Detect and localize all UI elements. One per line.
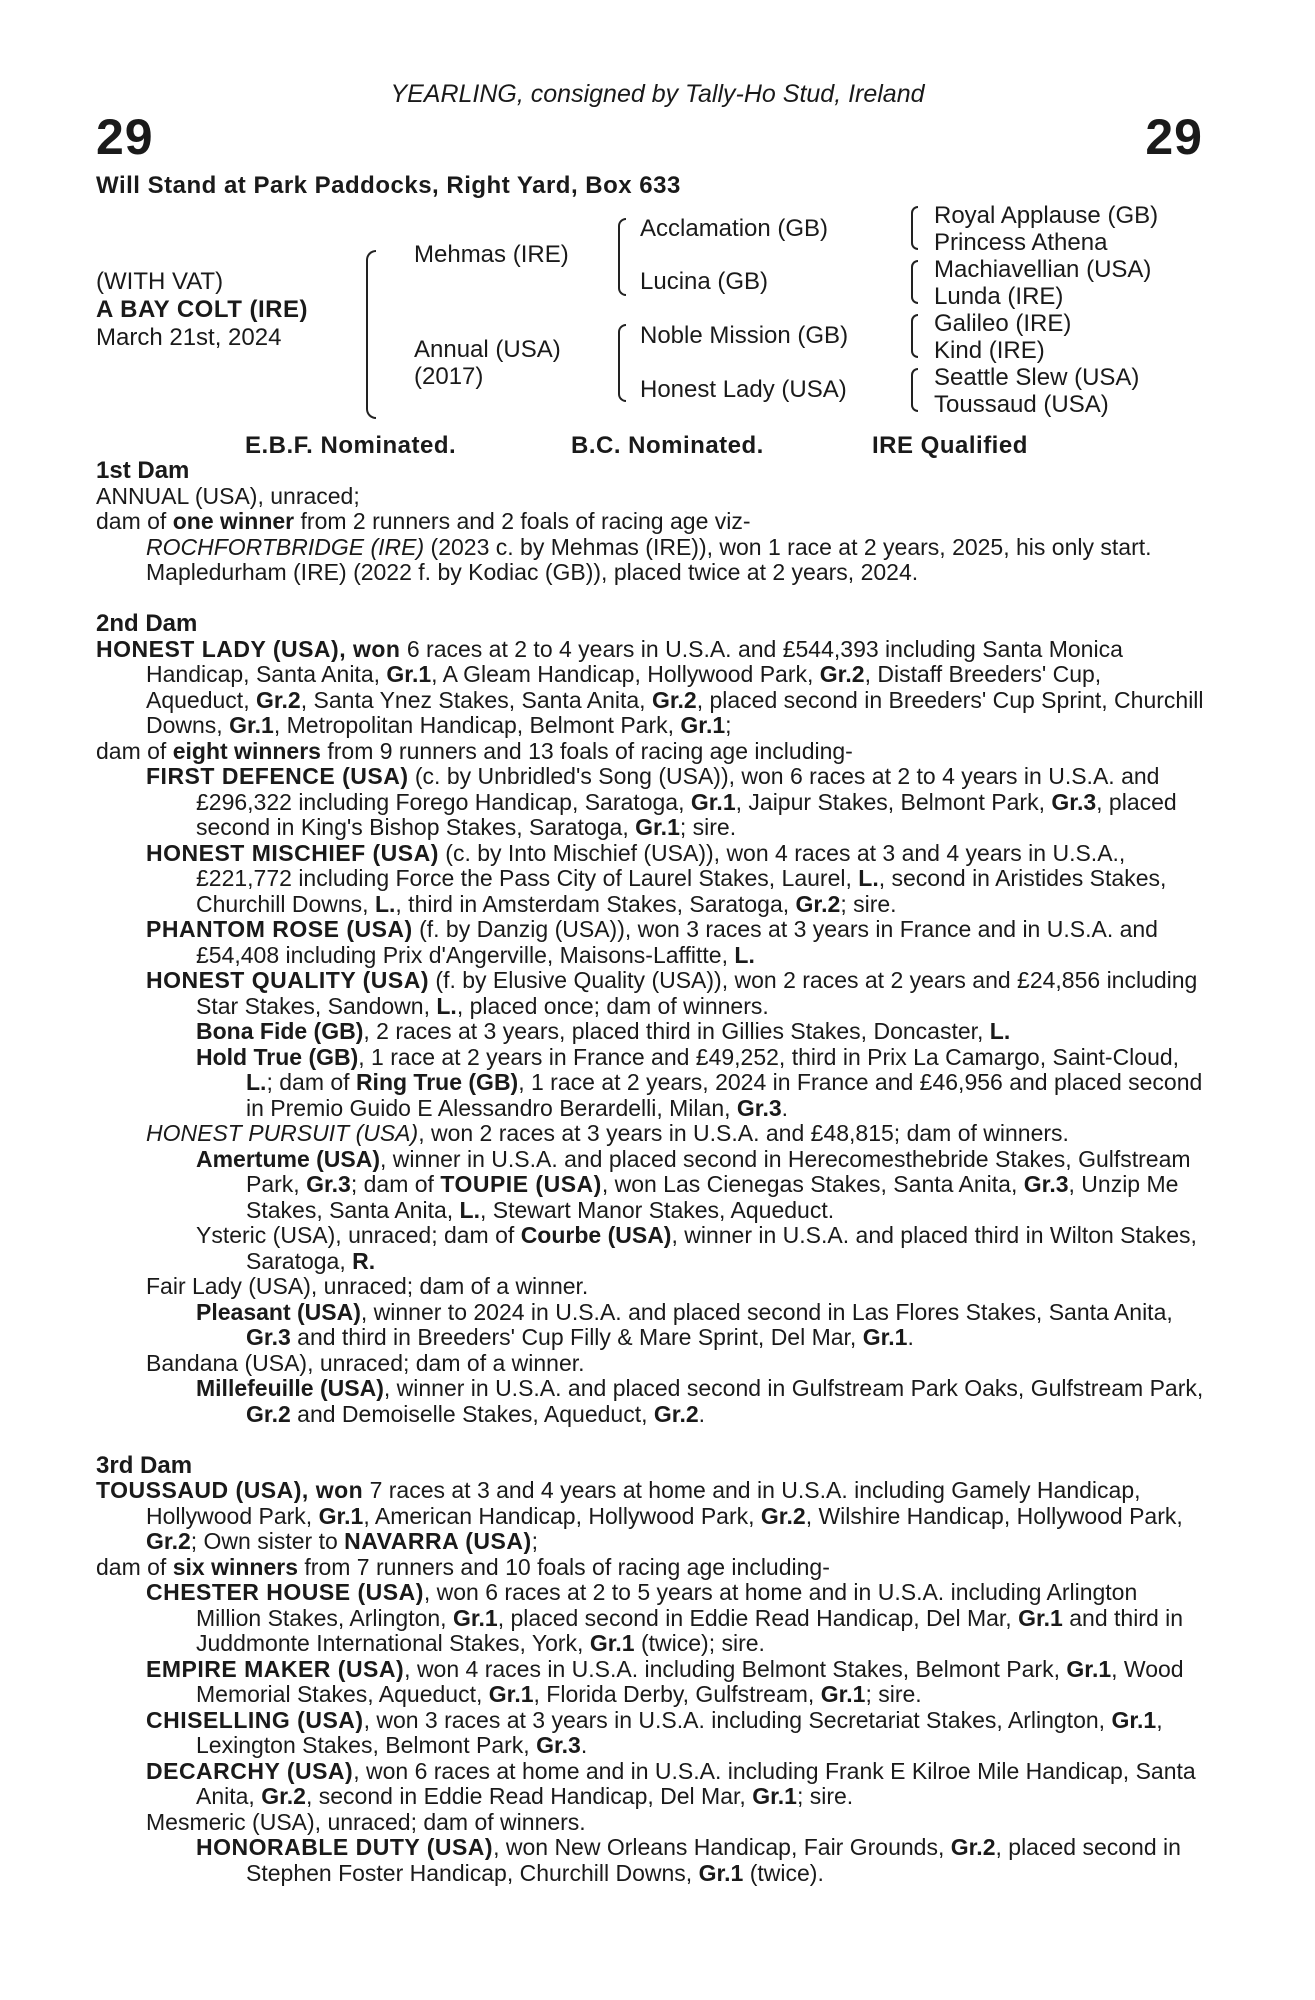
pedigree-brace-dam — [618, 324, 626, 402]
sire-sire: Acclamation (GB) — [640, 215, 829, 242]
sire-sire-dam: Princess Athena — [934, 229, 1108, 256]
third-dam-toussaud: TOUSSAUD (USA), won 7 races at 3 and 4 years at home and in U.S.A. including Gamely Handicap, Hollywood Park, Gr.1, American Handicap, Hollywood Park, Gr.2, Wilshire Handicap, Hollywood Park, Gr.2; Own sister to NAVARRA (USA); — [96, 1477, 1183, 1554]
pedigree-brace-ds — [911, 314, 918, 358]
produce-honorable-duty: HONORABLE DUTY (USA), won New Orleans Handicap, Fair Grounds, Gr.2, placed second in Stephen Foster Handicap, Churchill Downs, Gr.1 (twice). — [196, 1834, 1181, 1886]
pedigree-notes — [96, 458, 1206, 1886]
produce-rochfortbridge: ROCHFORTBRIDGE (IRE) (2023 c. by Mehmas (IRE)), won 1 race at 2 years, 2025, his only start. — [146, 533, 1152, 560]
produce-honest-mischief: HONEST MISCHIEF (USA) (c. by Into Mischief (USA)), won 4 races at 3 and 4 years in U.S.A., £221,772 including Force the Pass City of Laurel Stakes, Laurel, L., second in Aristides Stakes, Churchill Downs, L., third in Amsterdam Stakes, Saratoga, Gr.2; sire. — [146, 839, 1167, 917]
third-dam-heading: 3rd Dam — [96, 1451, 193, 1479]
produce-amertume: Amertume (USA), winner in U.S.A. and placed second in Herecomesthebride Stakes, Gulfstream Park, Gr.3; dam of TOUPIE (USA), won Las Cienegas Stakes, Santa Anita, Gr.3, Unzip Me Stakes, Santa Anita, L., Stewart Manor Stakes, Aqueduct. — [196, 1145, 1191, 1223]
bc-nominated: B.C. Nominated. — [571, 432, 764, 459]
pedigree-brace-ss — [911, 206, 918, 250]
sire-dam-sire: Machiavellian (USA) — [934, 256, 1152, 283]
dam-sire: Noble Mission (GB) — [640, 322, 849, 349]
first-dam-line: ANNUAL (USA), unraced; — [96, 482, 360, 509]
dam-sire-dam: Kind (IRE) — [934, 337, 1045, 364]
horse-name: A BAY COLT (IRE) — [96, 296, 309, 323]
produce-hold-true: Hold True (GB), 1 race at 2 years in France and £49,252, third in Prix La Camargo, Saint-Cloud, L.; dam of Ring True (GB), 1 race at 2 years, 2024 in France and £46,956 and placed second in Premio Guido E Alessandro Berardelli, Milan, Gr.3. — [196, 1043, 1203, 1121]
produce-phantom-rose: PHANTOM ROSE (USA) (f. by Danzig (USA)), won 3 races at 3 years in France and in U.S.A. and £54,408 including Prix d'Angerville, Maisons-Laffitte, L. — [146, 916, 1158, 968]
vat-note: (WITH VAT) — [96, 268, 224, 295]
sire-dam-dam: Lunda (IRE) — [934, 283, 1064, 310]
produce-bandana: Bandana (USA), unraced; dam of a winner. — [146, 1349, 585, 1376]
dam-sire-sire: Galileo (IRE) — [934, 310, 1072, 337]
first-dam-record: dam of one winner from 2 runners and 2 foals of racing age viz- — [96, 508, 751, 534]
produce-first-defence: FIRST DEFENCE (USA) (c. by Unbridled's Song (USA)), won 6 races at 2 to 4 years in U.S.A. and £296,322 including Forego Handicap, Saratoga, Gr.1, Jaipur Stakes, Belmont Park, Gr.3, placed second in King's Bishop Stakes, Saratoga, Gr.1; sire. — [146, 763, 1177, 840]
produce-decarchy: DECARCHY (USA), won 6 races at home and in U.S.A. including Frank E Kilroe Mile Handicap, Santa Anita, Gr.2, second in Eddie Read Handicap, Del Mar, Gr.1; sire. — [146, 1757, 1196, 1809]
produce-mapledurham: Mapledurham (IRE) (2022 f. by Kodiac (GB)), placed twice at 2 years, 2024. — [146, 559, 919, 585]
ebf-nominated: E.B.F. Nominated. — [245, 432, 457, 459]
lot-number-right: 29 — [1145, 109, 1203, 165]
produce-millefeuille: Millefeuille (USA), winner in U.S.A. and placed second in Gulfstream Park Oaks, Gulfstream Park, Gr.2 and Demoiselle Stakes, Aqueduct, Gr.2. — [196, 1375, 1204, 1427]
produce-mesmeric: Mesmeric (USA), unraced; dam of winners. — [146, 1808, 586, 1835]
produce-empire-maker: EMPIRE MAKER (USA), won 4 races in U.S.A. including Belmont Stakes, Belmont Park, Gr.1, Wood Memorial Stakes, Aqueduct, Gr.1, Florida Derby, Gulfstream, Gr.1; sire. — [146, 1655, 1184, 1707]
produce-chester-house: CHESTER HOUSE (USA), won 6 races at 2 to 5 years at home and in U.S.A. including Arlington Million Stakes, Arlington, Gr.1, placed second in Eddie Read Handicap, Del Mar, Gr.1 and third in Juddmonte International Stakes, York, Gr.1 (twice); sire. — [146, 1579, 1184, 1656]
horse-dob: March 21st, 2024 — [96, 324, 282, 351]
dam-name: Annual (USA) — [414, 336, 561, 363]
sire-sire-sire: Royal Applause (GB) — [934, 202, 1159, 229]
pedigree-brace-sire — [618, 218, 626, 296]
lot-number-left: 29 — [96, 109, 154, 165]
second-dam-heading: 2nd Dam — [96, 610, 198, 637]
produce-bona-fide: Bona Fide (GB), 2 races at 3 years, placed third in Gillies Stakes, Doncaster, L. — [196, 1018, 1011, 1044]
pedigree-brace-sd — [911, 260, 918, 304]
produce-ysteric: Ysteric (USA), unraced; dam of Courbe (USA), winner in U.S.A. and placed third in Wilton Stakes, Saratoga, R. — [196, 1222, 1197, 1274]
produce-pleasant: Pleasant (USA), winner to 2024 in U.S.A. and placed second in Las Flores Stakes, Santa Anita, Gr.3 and third in Breeders' Cup Filly & Mare Sprint, Del Mar, Gr.1. — [196, 1298, 1173, 1350]
pedigree-brace-dd — [911, 368, 918, 412]
produce-honest-pursuit: HONEST PURSUIT (USA), won 2 races at 3 years in U.S.A. and £48,815; dam of winners. — [146, 1120, 1069, 1146]
produce-chiselling: CHISELLING (USA), won 3 races at 3 years in U.S.A. including Secretariat Stakes, Arlington, Gr.1, Lexington Stakes, Belmont Park, Gr.3. — [146, 1706, 1163, 1758]
sire-name: Mehmas (IRE) — [414, 241, 569, 268]
dam-dam-dam: Toussaud (USA) — [934, 391, 1109, 418]
first-dam-heading: 1st Dam — [96, 457, 190, 484]
dam-dam-sire: Seattle Slew (USA) — [934, 364, 1140, 391]
produce-fair-lady: Fair Lady (USA), unraced; dam of a winner. — [146, 1273, 589, 1299]
dam-dam: Honest Lady (USA) — [640, 376, 847, 403]
second-dam-record: dam of eight winners from 9 runners and 13 foals of racing age including- — [96, 737, 853, 764]
dam-year: (2017) — [414, 363, 484, 390]
third-dam-record: dam of six winners from 7 runners and 10 foals of racing age including- — [96, 1553, 830, 1580]
produce-honest-quality: HONEST QUALITY (USA) (f. by Elusive Quality (USA)), won 2 races at 2 years and £24,856 including Star Stakes, Sandown, L., placed once; dam of winners. — [146, 967, 1198, 1019]
pedigree-brace-main — [366, 250, 376, 419]
second-dam-honest-lady: HONEST LADY (USA), won 6 races at 2 to 4 years in U.S.A. and £544,393 including Santa Monica Handicap, Santa Anita, Gr.1, A Gleam Handicap, Hollywood Park, Gr.2, Distaff Breeders' Cup, Aqueduct, Gr.2, Santa Ynez Stakes, Santa Anita, Gr.2, placed second in Breeders' Cup Sprint, Churchill Downs, Gr.1, Metropolitan Handicap, Belmont Park, Gr.1; — [96, 635, 1204, 738]
stand-location: Will Stand at Park Paddocks, Right Yard, Box 633 — [96, 172, 681, 199]
ire-qualified: IRE Qualified — [872, 432, 1028, 459]
sire-dam: Lucina (GB) — [640, 268, 769, 295]
consignor-line: YEARLING, consigned by Tally-Ho Stud, Ireland — [390, 80, 925, 108]
